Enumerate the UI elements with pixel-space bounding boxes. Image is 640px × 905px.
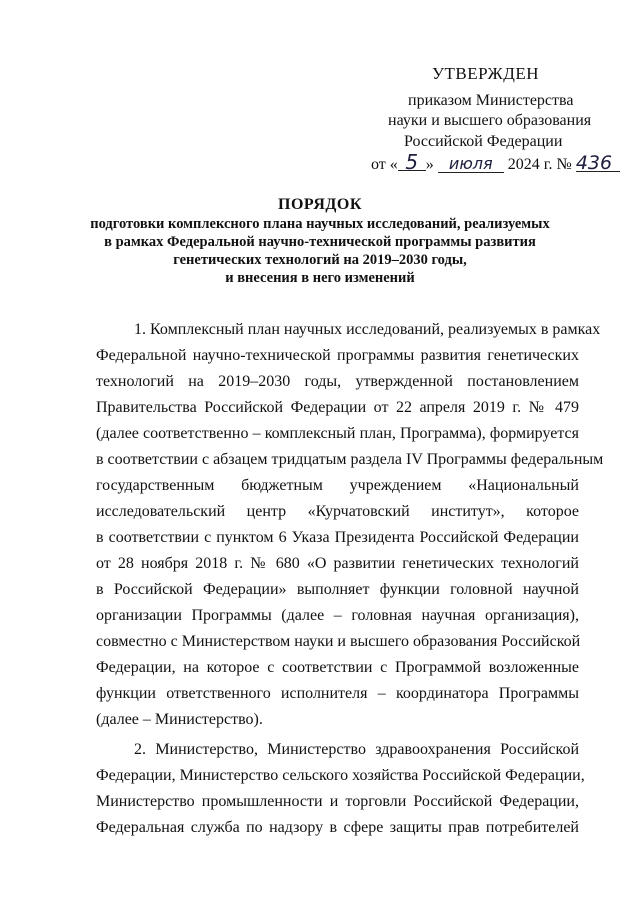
date-mid: » [425,156,434,173]
body-line: 2. Министерство, Министерство здравоохранения Российской [134,741,579,758]
body-line: в соответствии с пунктом 6 Указа Президента Российской Федерации [96,529,579,546]
handwritten-order-number: 436 [576,155,620,172]
body-line: Федерации, Министерство сельского хозяйства Российской Федерации, [96,767,585,784]
body-line: функции ответственного исполнителя – координатора Программы [96,685,579,702]
approval-line-1: приказом Министерства [408,92,574,109]
heading-line-4: и внесения в него изменений [225,270,415,286]
body-line: в соответствии с абзацем тридцатым раздела IV Программы федеральным [96,451,604,468]
approval-date-line [371,150,620,174]
date-year: 2024 г. № [507,156,572,173]
body-line: совместно с Министерством науки и высшего образования Российской [96,633,581,650]
body-line: Правительства Российской Федерации от 22 апреля 2019 г. № 479 [96,399,579,416]
body-line: (далее соответственно – комплексный план, Программа), формируется [96,425,579,442]
heading-line-1: подготовки комплексного плана научных исследований, реализуемых [90,216,550,232]
handwritten-day: 5 [398,154,426,171]
body-line: исследовательский центр «Курчатовский институт», которое [96,503,579,520]
approval-line-3: Российской Федерации [404,133,563,150]
body-line: организации Программы (далее – головная научная организация), [96,607,579,624]
body-line: в Российской Федерации» выполняет функции головной научной [96,581,579,598]
handwritten-month: июля [438,156,504,173]
body-line: от 28 ноября 2018 г. № 680 «О развитии генетических технологий [96,555,579,572]
body-line: 1. Комплексный план научных исследований, реализуемых в рамках [134,321,601,338]
body-line: Федерации, на которое с соответствии с Программой возложенные [96,659,579,676]
document-title: ПОРЯДОК [278,196,362,213]
body-line: Федеральной научно-технической программы развития генетических [96,347,579,364]
approval-line-2: науки и высшего образования [388,112,592,129]
body-line: (далее – Министерство). [96,711,263,728]
body-line: технологий на 2019–2030 годы, утвержденной постановлением [96,373,579,390]
heading-line-2: в рамках Федеральной научно-технической программы развития [104,234,536,250]
body-line: Министерство промышленности и торговли Российской Федерации, [96,793,579,810]
body-line: государственным бюджетным учреждением «Национальный [96,477,579,494]
heading-line-3: генетических технологий на 2019–2030 годы, [173,252,467,268]
date-prefix: от « [371,156,398,173]
approval-title: УТВЕРЖДЕН [432,64,539,83]
body-line: Федеральная служба по надзору в сфере защиты прав потребителей [96,819,579,836]
